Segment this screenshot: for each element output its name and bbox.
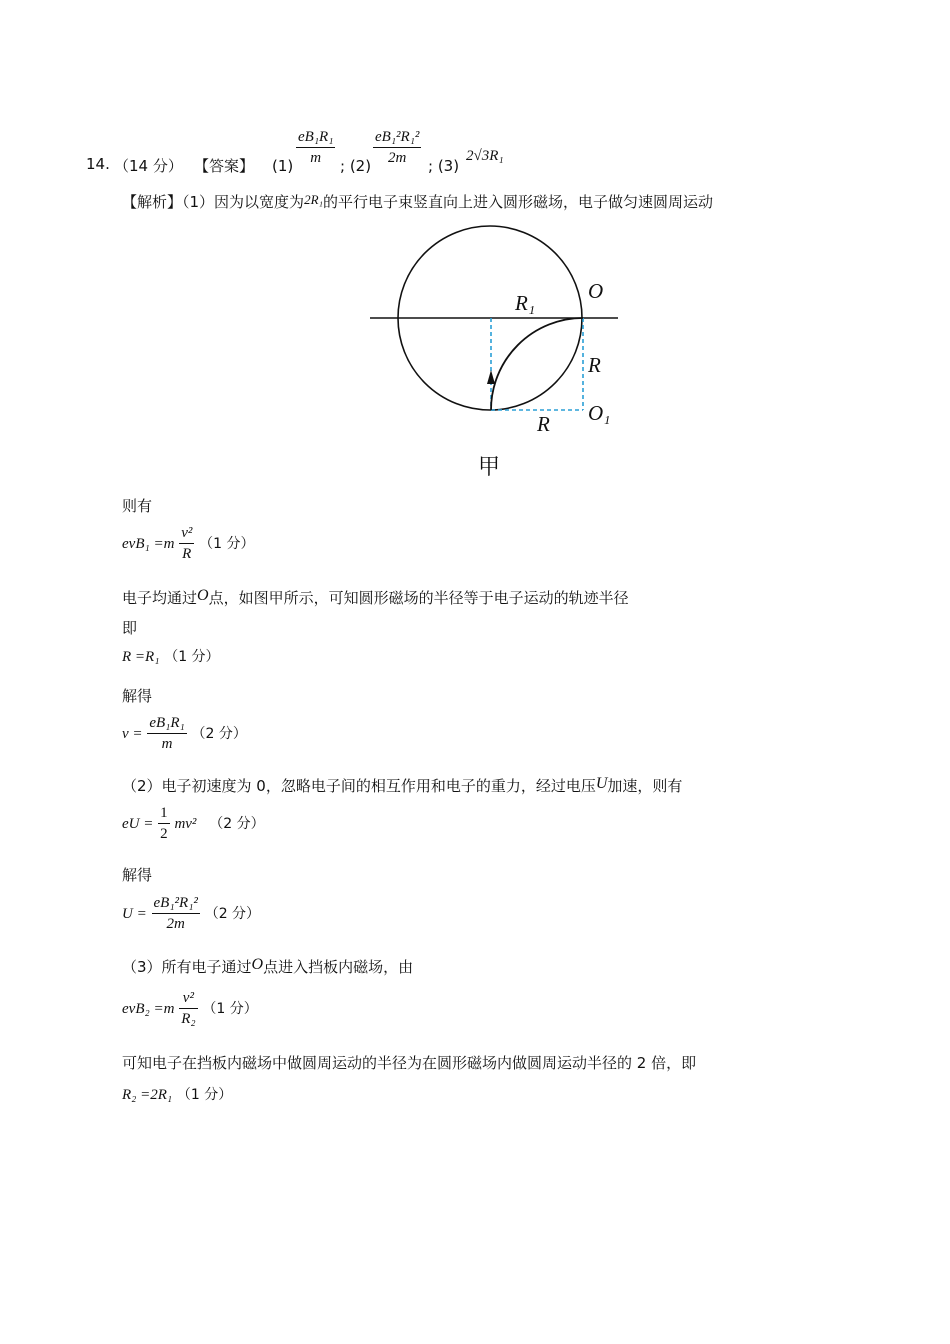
answer2-label: ; (2) [340, 157, 372, 175]
eq3-lhs: v = [122, 726, 143, 742]
solve-text-1: 解得 [122, 687, 153, 705]
eq3-score: （2 分） [191, 726, 247, 742]
equation-1 [122, 523, 254, 564]
eq4-score: （2 分） [209, 816, 265, 832]
answer2-numerator: eB₁²R₁² [373, 127, 421, 148]
analysis-line-5: 可知电子在挡板内磁场中做圆周运动的半径为在圆形磁场内做圆周运动半径的 2 倍，即 [122, 1054, 697, 1072]
p3-b: 加速，则有 [607, 777, 683, 795]
label-r-right: R [588, 353, 601, 377]
p4-a: （3）所有电子通过 [122, 958, 252, 976]
eq5-fraction [152, 893, 200, 934]
p2-math: O [197, 587, 209, 604]
analysis-line-3 [122, 775, 682, 796]
label-r-bottom: R [537, 412, 550, 436]
p4-b: 点进入挡板内磁场，由 [263, 958, 414, 976]
eq6-fraction [179, 988, 197, 1029]
analysis-p1-a: （1）因为以宽度为 [182, 193, 305, 211]
question-number: 14. [86, 155, 110, 173]
label-o1: O₁ [588, 401, 611, 425]
eq7-score: （1 分） [176, 1087, 233, 1103]
solve-text-2: 解得 [122, 866, 153, 884]
answer3-value: 2√3R₁ [466, 148, 504, 164]
question-points: （14 分） [114, 157, 183, 175]
eq4-denominator: 2 [160, 826, 168, 842]
eq3-denominator: m [161, 736, 173, 752]
eq1-denominator: R [182, 546, 192, 562]
label-r1: R₁ [515, 291, 536, 315]
p2-b: 点，如图甲所示，可知圆形磁场的半径等于电子运动的轨迹半径 [208, 589, 629, 607]
p2-a: 电子均通过 [122, 589, 198, 607]
answer-tag: 【答案】 [194, 157, 255, 175]
eq6-denominator: R₂ [181, 1011, 196, 1027]
eq1-fraction [179, 523, 194, 564]
answer1-denominator: m [310, 150, 322, 166]
velocity-arrow-icon [487, 370, 495, 384]
analysis-p1-b: 的平行电子束竖直向上进入圆形磁场，电子做匀速圆周运动 [323, 193, 714, 211]
p3-a: （2）电子初速度为 0，忽略电子间的相互作用和电子的重力，经过电压 [122, 777, 596, 795]
answer1-numerator: eB₁R₁ [296, 127, 335, 148]
eq3-fraction [147, 713, 186, 754]
eq4-fraction [158, 803, 170, 844]
analysis-p1-math: 2R₁ [304, 192, 324, 207]
label-o: O [588, 279, 604, 303]
answer3-label: ; (3) [428, 157, 460, 175]
eq1-numerator: v² [179, 523, 194, 544]
answer2-fraction [373, 127, 421, 168]
figure-caption: 甲 [478, 455, 501, 480]
ji-text: 即 [122, 619, 138, 637]
answer2-denominator: 2m [388, 150, 407, 166]
answer1-fraction [296, 127, 335, 168]
equation-7 [122, 1084, 232, 1104]
eq6-score: （1 分） [202, 1001, 258, 1017]
answer1-label: (1) [272, 157, 294, 175]
eq2-score: （1 分） [164, 649, 220, 665]
then-have-text: 则有 [122, 497, 153, 515]
analysis-tag: 【解析】 [122, 193, 183, 211]
eq4-lhs: eU = [122, 816, 154, 832]
eq1-lhs: evB₁ =m [122, 536, 175, 552]
eq5-numerator: eB₁²R₁² [152, 893, 200, 914]
eq6-lhs: evB₂ =m [122, 1001, 175, 1017]
eq3-numerator: eB₁R₁ [147, 713, 186, 734]
equation-6 [122, 988, 258, 1029]
eq6-numerator: v² [179, 988, 197, 1009]
eq5-denominator: 2m [166, 916, 185, 932]
eq4-rhs: mv² [174, 816, 197, 832]
eq2-body: R =R₁ [122, 649, 160, 665]
analysis-line-2 [122, 587, 629, 608]
analysis-line-1 [122, 191, 713, 212]
eq7-body: R₂ =2R₁ [122, 1087, 173, 1103]
eq5-lhs: U = [122, 906, 147, 922]
p4-math: O [251, 956, 264, 973]
equation-3 [122, 713, 247, 754]
equation-5 [122, 893, 260, 934]
eq1-score: （1 分） [199, 536, 255, 552]
equation-2 [122, 646, 220, 666]
eq4-numerator: 1 [158, 803, 170, 824]
analysis-line-4 [122, 956, 413, 977]
eq5-score: （2 分） [204, 906, 261, 922]
equation-4 [122, 803, 265, 844]
circular-field-figure [360, 220, 640, 490]
p3-math: U [595, 775, 608, 792]
